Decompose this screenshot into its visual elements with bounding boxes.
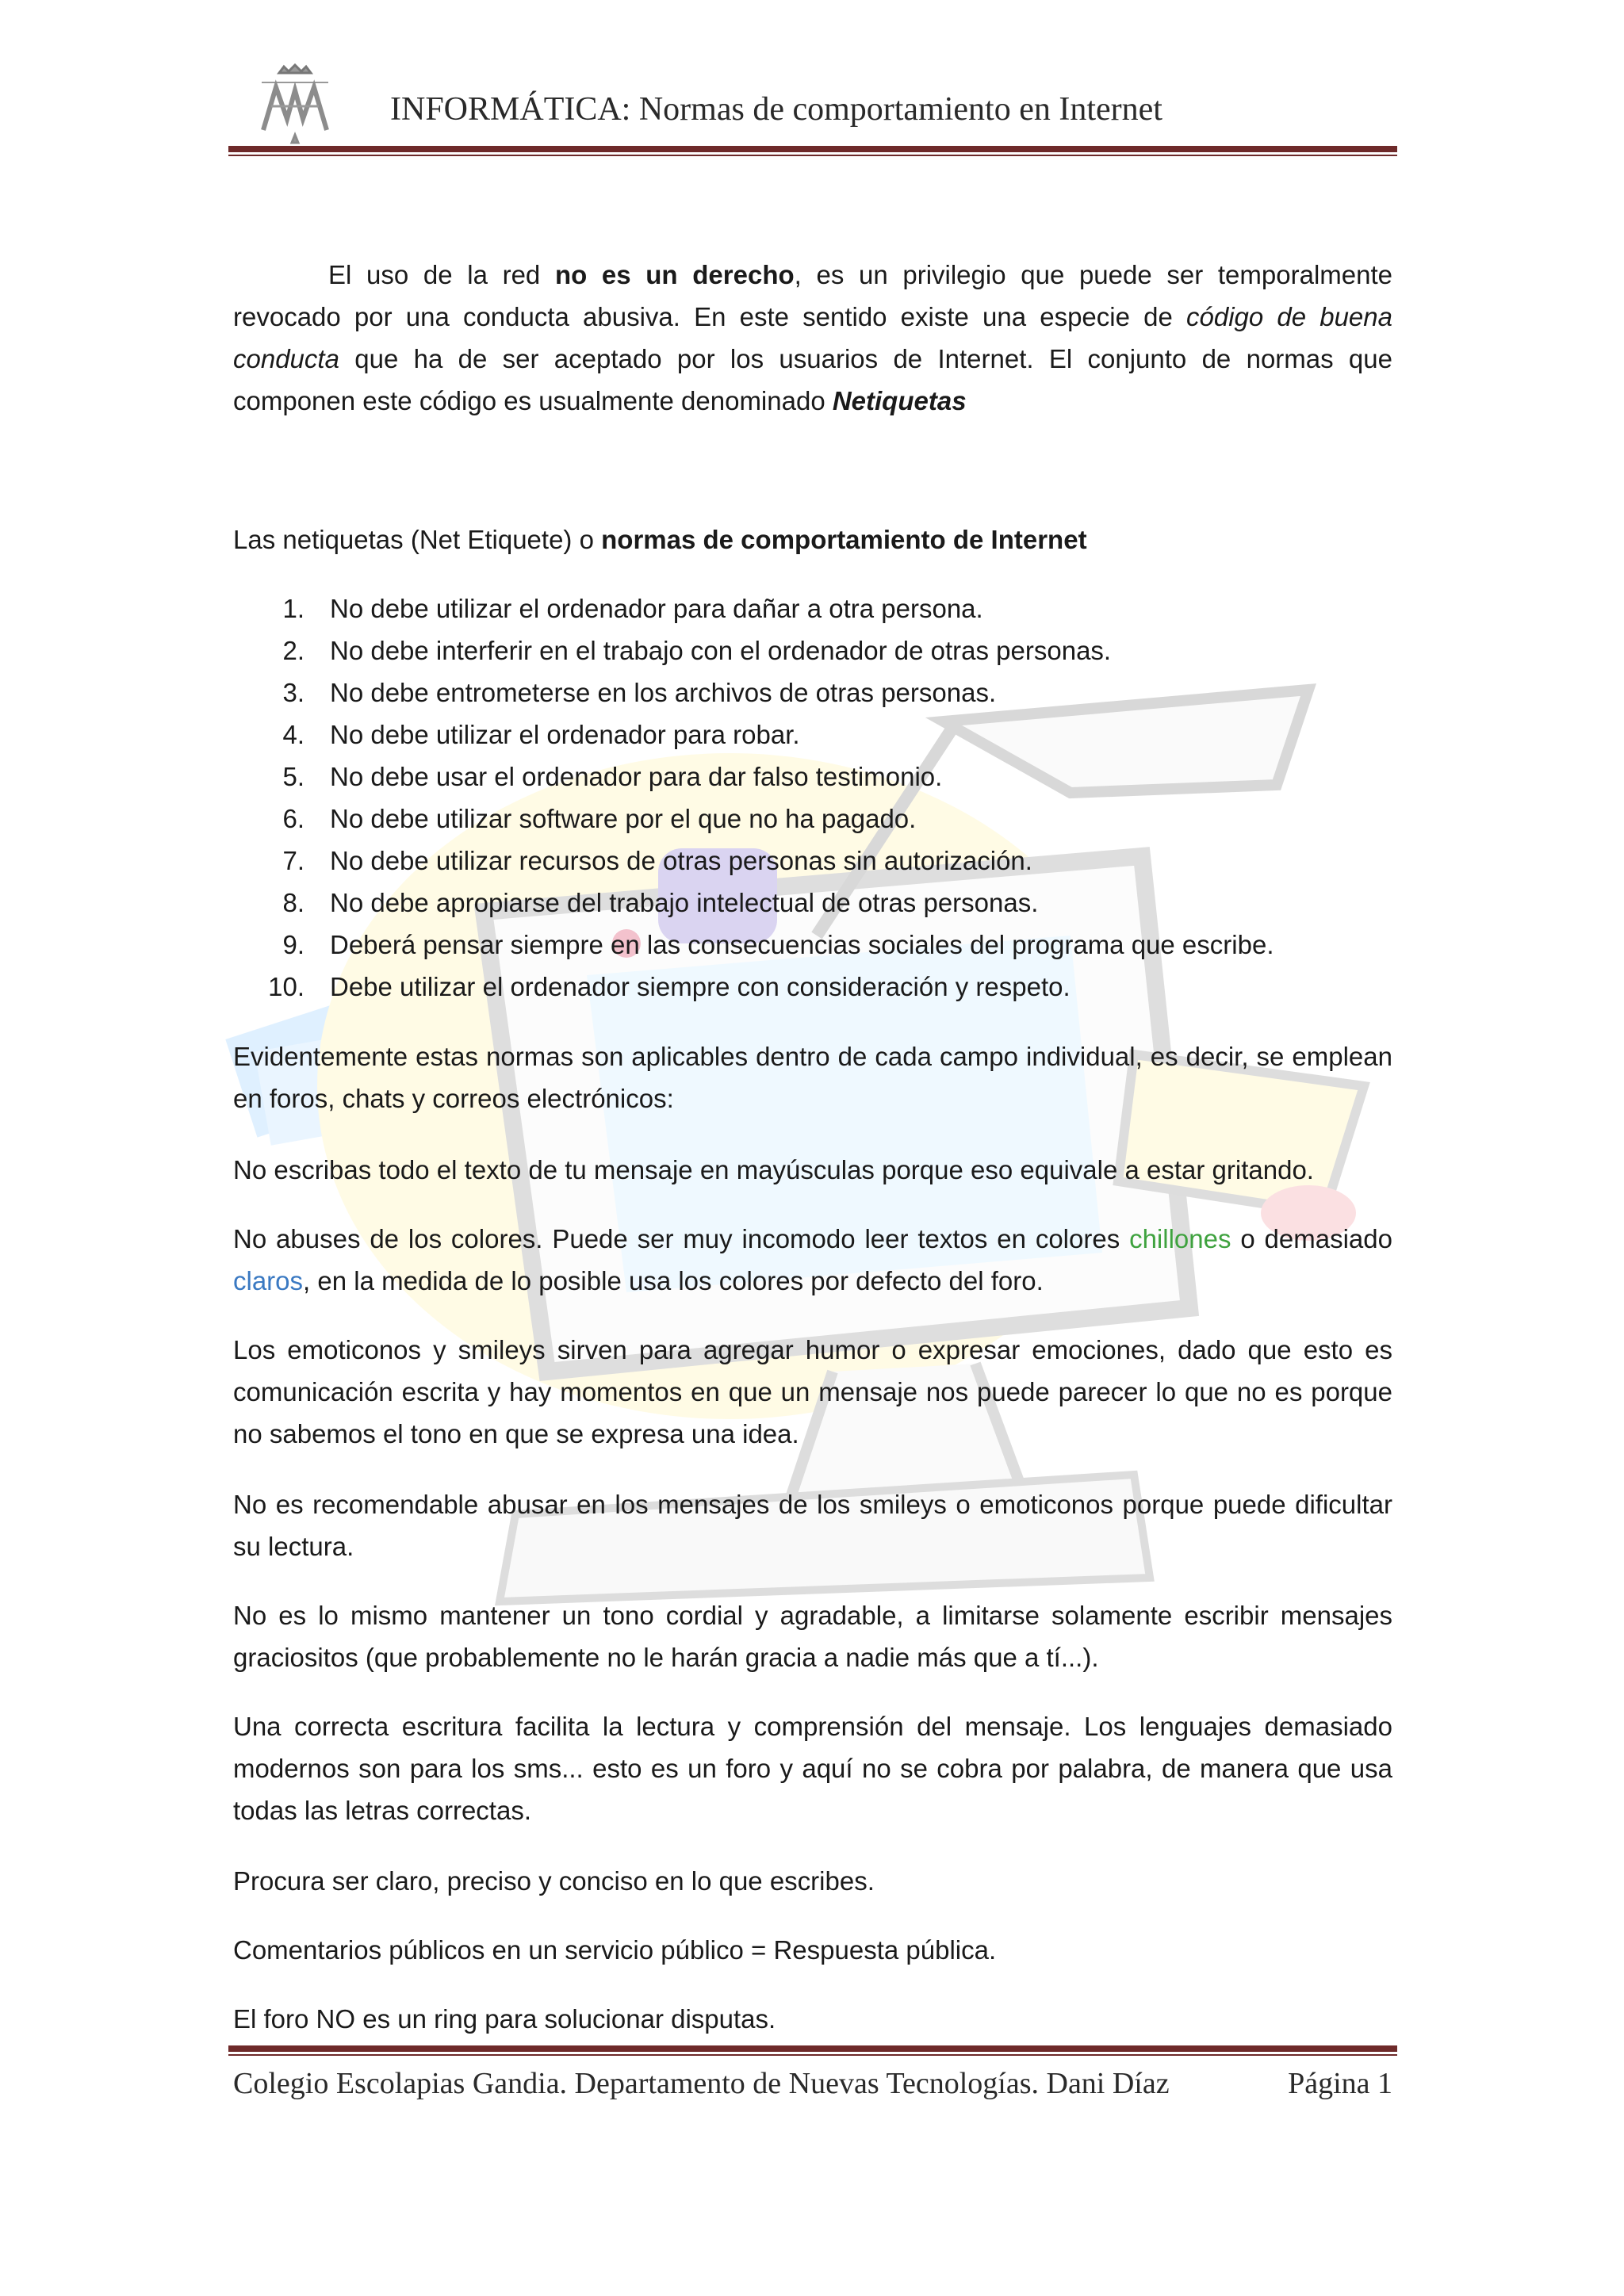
italic-phrase: código de buena conducta <box>233 302 1392 373</box>
rules-list <box>233 587 1392 1008</box>
paragraph-evidentemente: Evidentemente estas normas son aplicables dentro de cada campo individual, es decir, se emplean en foros, chats y correos electrónicos: <box>233 1042 1392 1113</box>
paragraph-colores: No abuses de los colores. Puede ser muy incomodo leer textos en colores chillones o demasiado claros, en la medida de lo posible usa los colores por defecto del foro. <box>233 1224 1392 1295</box>
list-item: 10. Debe utilizar el ordenador siempre con consideración y respeto. <box>268 972 1071 1001</box>
list-item: 3. No debe entrometerse en los archivos de otras personas. <box>282 678 997 707</box>
section-lead: Las netiquetas (Net Etiquete) o normas de comportamiento de Internet <box>233 525 1087 554</box>
blue-word: claros <box>233 1266 304 1295</box>
list-item: 5. No debe usar el ordenador para dar falso testimonio. <box>282 762 943 791</box>
paragraph-claro: Procura ser claro, preciso y conciso en lo que escribes. <box>233 1866 875 1896</box>
school-logo-icon <box>255 59 335 146</box>
list-item: 7. No debe utilizar recursos de otras personas sin autorización. <box>282 846 1032 875</box>
footer-divider <box>228 2045 1397 2056</box>
green-word: chillones <box>1129 1224 1231 1253</box>
paragraph-mayusculas: No escribas todo el texto de tu mensaje en mayúsculas porque eso equivale a estar gritando. <box>233 1155 1314 1184</box>
header-divider <box>228 146 1397 156</box>
netiquetas-term: Netiquetas <box>832 386 967 415</box>
list-item: 4. No debe utilizar el ordenador para robar. <box>282 720 800 749</box>
bold-phrase: no es un derecho <box>554 260 795 289</box>
document-header-title: INFORMÁTICA: Normas de comportamiento en Internet <box>390 91 1162 128</box>
paragraph-emoticonos: Los emoticonos y smileys sirven para agregar humor o expresar emociones, dado que esto es comunicación escrita y hay momentos en que un mensaje nos puede parecer lo que no es porque no sabemos el tono en que se expresa una idea. <box>233 1335 1392 1448</box>
page-number: Página 1 <box>1288 2067 1392 2100</box>
paragraph-ring: El foro NO es un ring para solucionar disputas. <box>233 2004 776 2034</box>
list-item: 2. No debe interferir en el trabajo con el ordenador de otras personas. <box>282 636 1112 665</box>
list-item: 8. No debe apropiarse del trabajo intelectual de otras personas. <box>282 888 1039 917</box>
paragraph-tono: No es lo mismo mantener un tono cordial y agradable, a limitarse solamente escribir mensajes graciositos (que probablemente no le harán gracia a nadie más que a tí...). <box>233 1601 1392 1672</box>
section-lead-bold: normas de comportamiento de Internet <box>601 525 1087 554</box>
intro-paragraph: El uso de la red no es un derecho, es un privilegio que puede ser temporalmente revocado por una conducta abusiva. En este sentido existe una especie de código de buena conducta que ha de ser aceptado por los usuarios de Internet. El conjunto de normas que componen este código es usualmente denominado Netiquetas <box>233 260 1392 415</box>
list-item: 6. No debe utilizar software por el que no ha pagado. <box>282 804 917 833</box>
paragraph-comentarios: Comentarios públicos en un servicio público = Respuesta pública. <box>233 1935 997 1965</box>
list-item: 9. Deberá pensar siempre en las consecuencias sociales del programa que escribe. <box>282 930 1274 959</box>
list-item: 1. No debe utilizar el ordenador para dañar a otra persona. <box>282 594 983 623</box>
paragraph-recomendable: No es recomendable abusar en los mensajes de los smileys o emoticonos porque puede dificultar su lectura. <box>233 1490 1392 1561</box>
paragraph-escritura: Una correcta escritura facilita la lectura y comprensión del mensaje. Los lenguajes demasiado modernos son para los sms... esto es un foro y aquí no se cobra por palabra, de manera que usa todas las letras correctas. <box>233 1712 1392 1825</box>
footer-credit: Colegio Escolapias Gandia. Departamento de Nuevas Tecnologías. Dani Díaz <box>233 2067 1170 2100</box>
